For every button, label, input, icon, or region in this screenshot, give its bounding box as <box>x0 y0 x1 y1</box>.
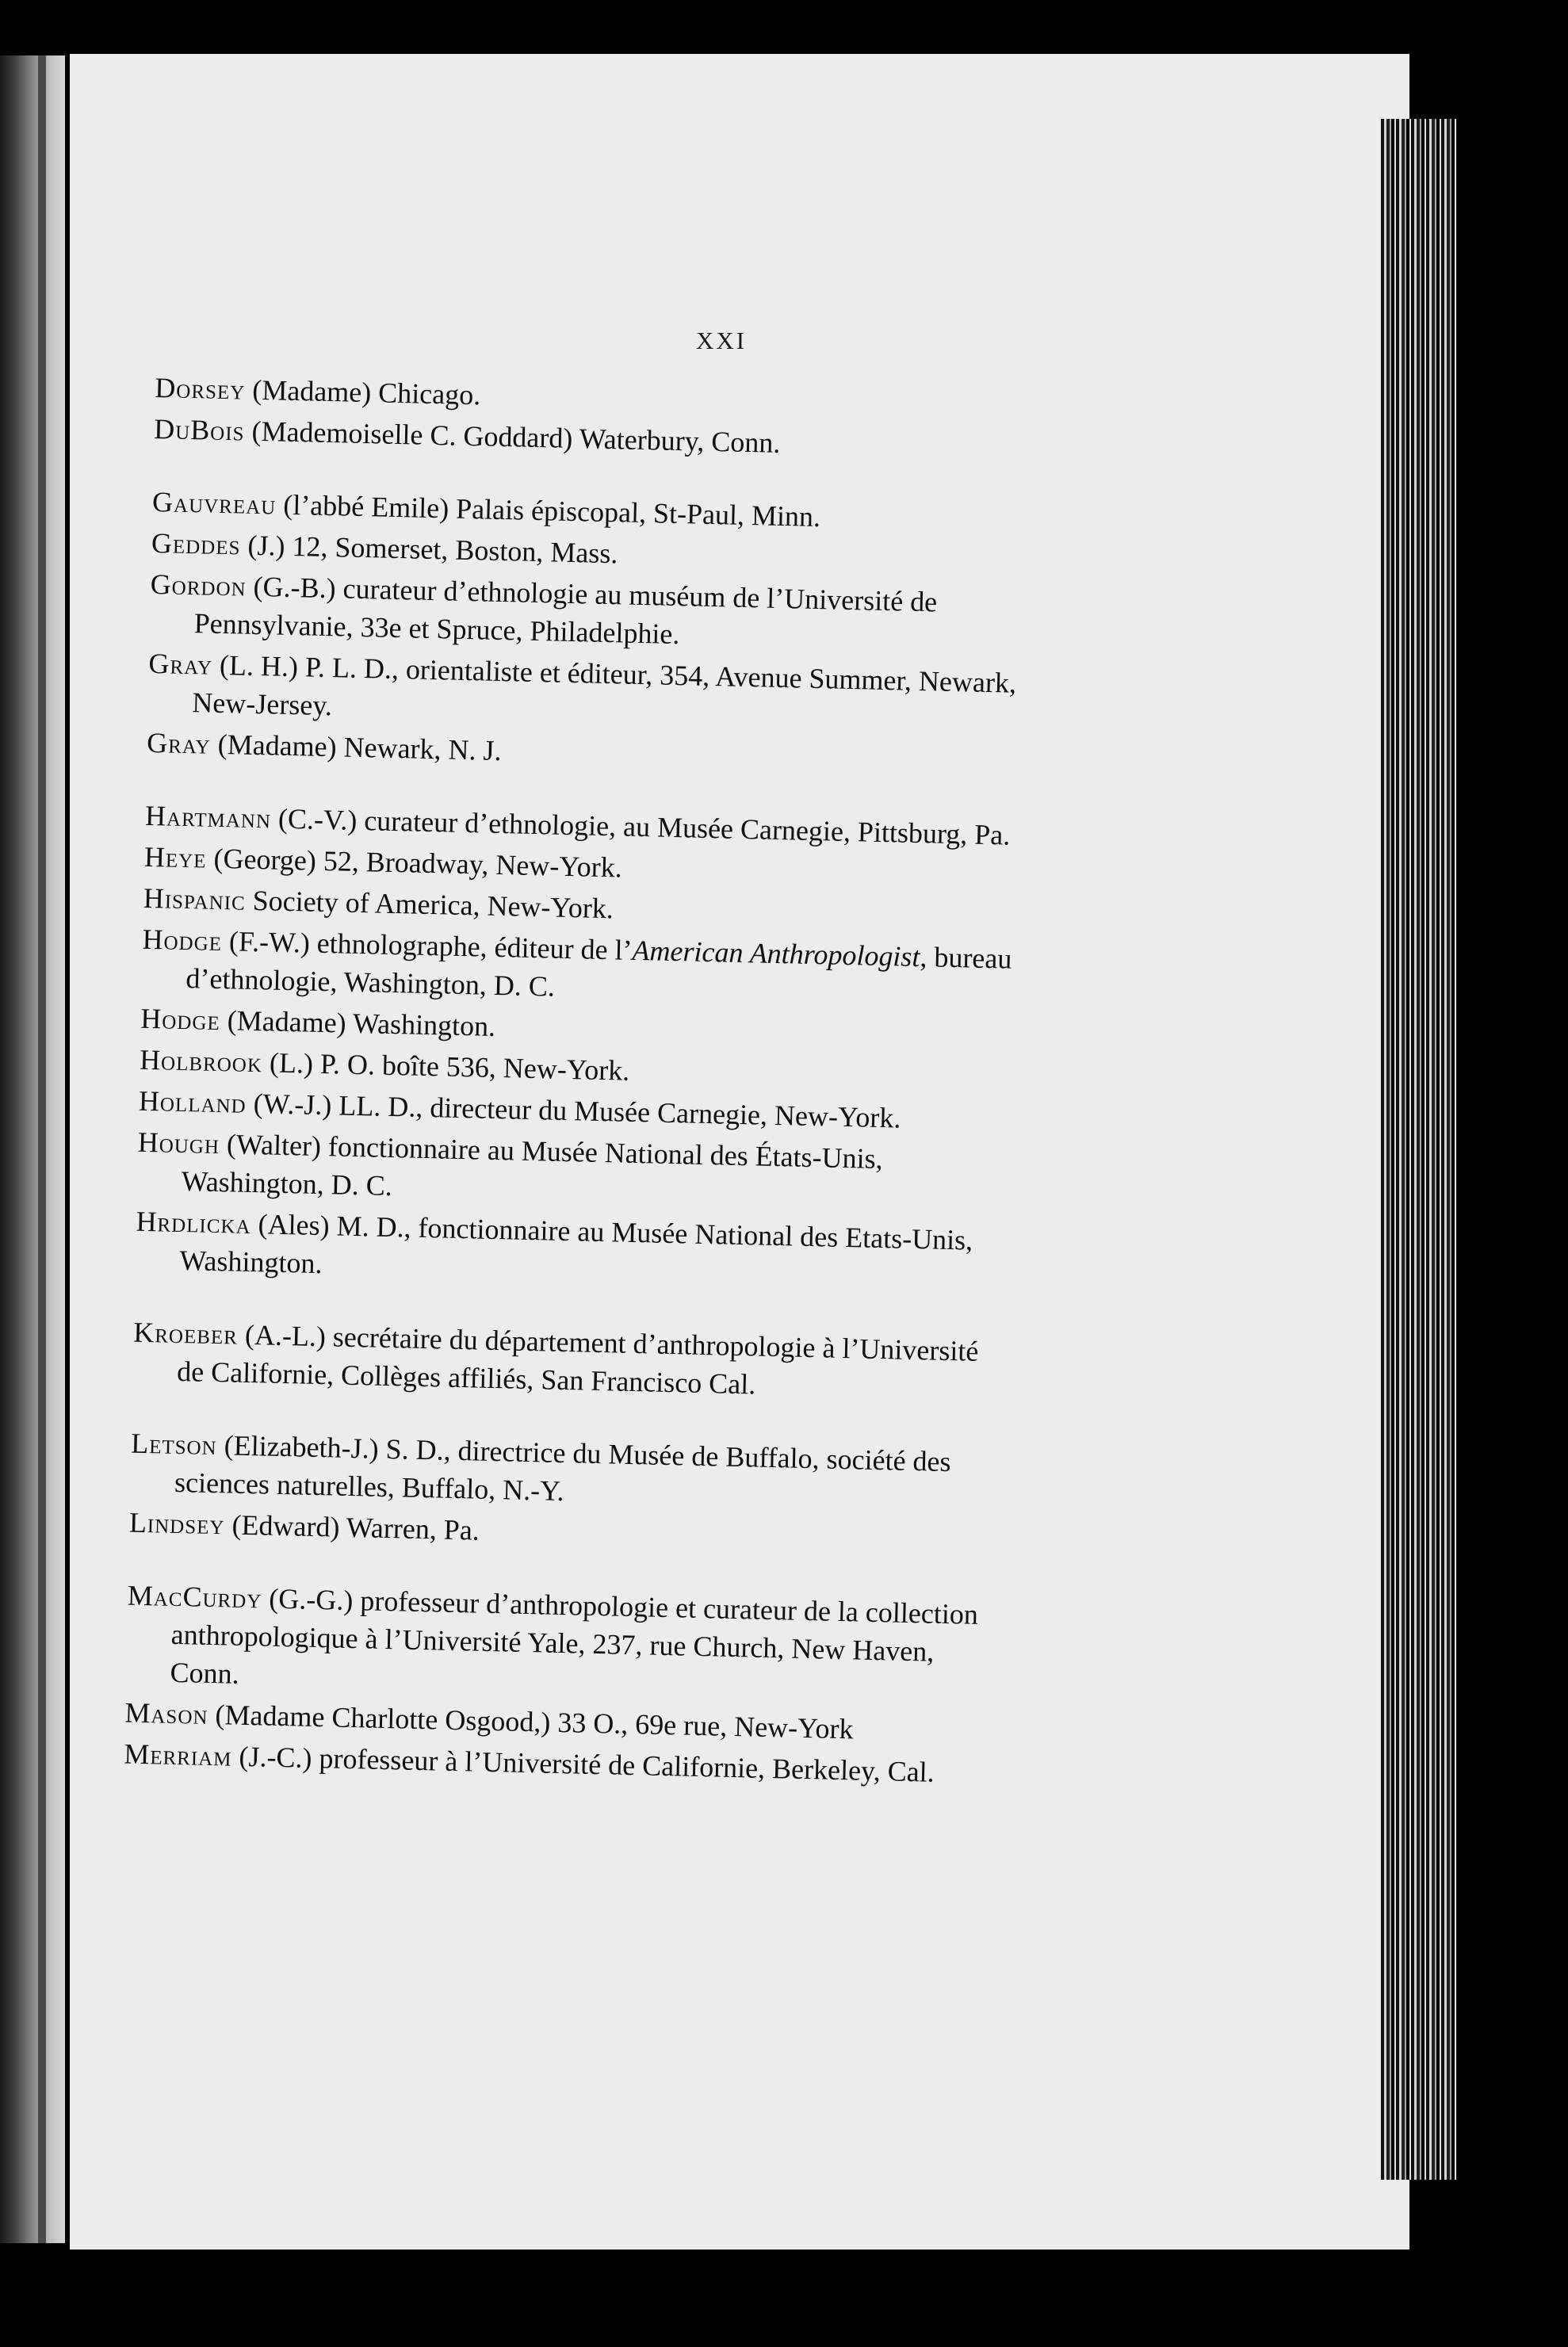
page-number: XXI <box>695 327 748 354</box>
entry-name: Gray <box>148 647 213 681</box>
journal-title: American Anthropologist <box>632 934 920 973</box>
entry-text: (Edward) Warren, Pa. <box>224 1508 480 1546</box>
entry-name: Hrdlicka <box>136 1205 252 1240</box>
entry-text: (L.) P. O. boîte 536, New-York. <box>262 1046 630 1087</box>
list-entry <box>125 1577 1000 1711</box>
list-entry <box>132 1313 1006 1409</box>
entry-text: (Mademoiselle C. Goddard) Waterbury, Conn. <box>244 415 781 459</box>
entry-name: Gray <box>146 726 212 760</box>
entry-text: (Ales) M. D., fonctionnaire au Musée National des Etats-Unis, Washington. <box>179 1208 973 1280</box>
entry-text: (G.-B.) curateur d’ethnologie au muséum de l’Université de Pennsylvanie, 33e et Spruce, Philadelphie. <box>193 570 938 651</box>
entry-text: (G.-G.) professeur d’anthropologie et curateur de la collection anthropologique à l’Université Yale, 237, rue Church, New Haven, Conn. <box>170 1582 979 1690</box>
entry-text: , bureau d’ethnologie, Washington, D. C. <box>185 941 1012 1003</box>
entry-name: Geddes <box>151 526 241 561</box>
entry-text: (George) 52, Broadway, New-York. <box>206 842 623 884</box>
entry-name: Gauvreau <box>151 485 277 521</box>
entry-name: Hartmann <box>144 799 272 835</box>
entry-name: MacCurdy <box>127 1579 262 1615</box>
entry-text: (C.-V.) curateur d’ethnologie, au Musée Carnegie, Pittsburg, Pa. <box>270 802 1011 851</box>
entry-text: (Madame) Newark, N. J. <box>210 728 503 767</box>
entry-text: (Madame Charlotte Osgood,) 33 O., 69e rue, New-York <box>208 1698 855 1745</box>
entry-name: Hodge <box>142 923 223 958</box>
entry-name: Hodge <box>140 1002 221 1037</box>
entry-name: Heye <box>143 840 208 874</box>
entry-text: (Elizabeth-J.) S. D., directrice du Musée de Buffalo, société des sciences naturelles, Buffalo, N.-Y. <box>174 1429 952 1508</box>
entry-text: Society of America, New-York. <box>245 884 614 925</box>
entry-text: (A.-L.) secrétaire du département d’anthropologie à l’Université de Californie, Collèges affiliés, San Francisco Cal. <box>176 1318 979 1401</box>
list-entry <box>135 1202 1008 1298</box>
entry-text: (W.-J.) LL. D., directeur du Musée Carnegie, New-York. <box>246 1087 901 1134</box>
entry-name: Hough <box>137 1126 220 1160</box>
page-fore-edge <box>1381 119 1457 2180</box>
entry-name: Dorsey <box>155 371 246 406</box>
entry-text: (J.-C.) professeur à l’Université de Californie, Berkeley, Cal. <box>231 1740 935 1788</box>
member-list <box>124 369 1027 1795</box>
entry-name: DuBois <box>153 412 246 447</box>
left-book-edge <box>0 55 65 2243</box>
entry-name: Kroeber <box>132 1316 239 1351</box>
entry-name: Lindsey <box>128 1506 226 1541</box>
entry-text: (L. H.) P. L. D., orientaliste et éditeur, 354, Avenue Summer, Newark, New-Jersey. <box>192 648 1017 722</box>
entry-name: Gordon <box>150 568 247 602</box>
entry-text: (Madame) Chicago. <box>244 373 481 411</box>
entry-name: Holbrook <box>139 1043 263 1079</box>
entry-text: (Walter) fonctionnaire au Musée National des États-Unis, Washington, D. C. <box>181 1128 884 1202</box>
entry-text: (Madame) Washington. <box>220 1004 496 1042</box>
entry-text: (F.-W.) ethnolographe, éditeur de l’ <box>221 925 633 966</box>
entry-name: Letson <box>130 1427 218 1462</box>
entry-name: Holland <box>138 1084 247 1119</box>
entry-name: Mason <box>124 1696 209 1730</box>
entry-name: Merriam <box>123 1737 233 1772</box>
binding-shadow <box>38 55 46 2243</box>
entry-name: Hispanic <box>143 881 247 916</box>
entry-text: (l’abbé Emile) Palais épiscopal, St-Paul, Minn. <box>275 488 821 533</box>
entry-text: (J.) 12, Somerset, Boston, Mass. <box>240 529 618 570</box>
